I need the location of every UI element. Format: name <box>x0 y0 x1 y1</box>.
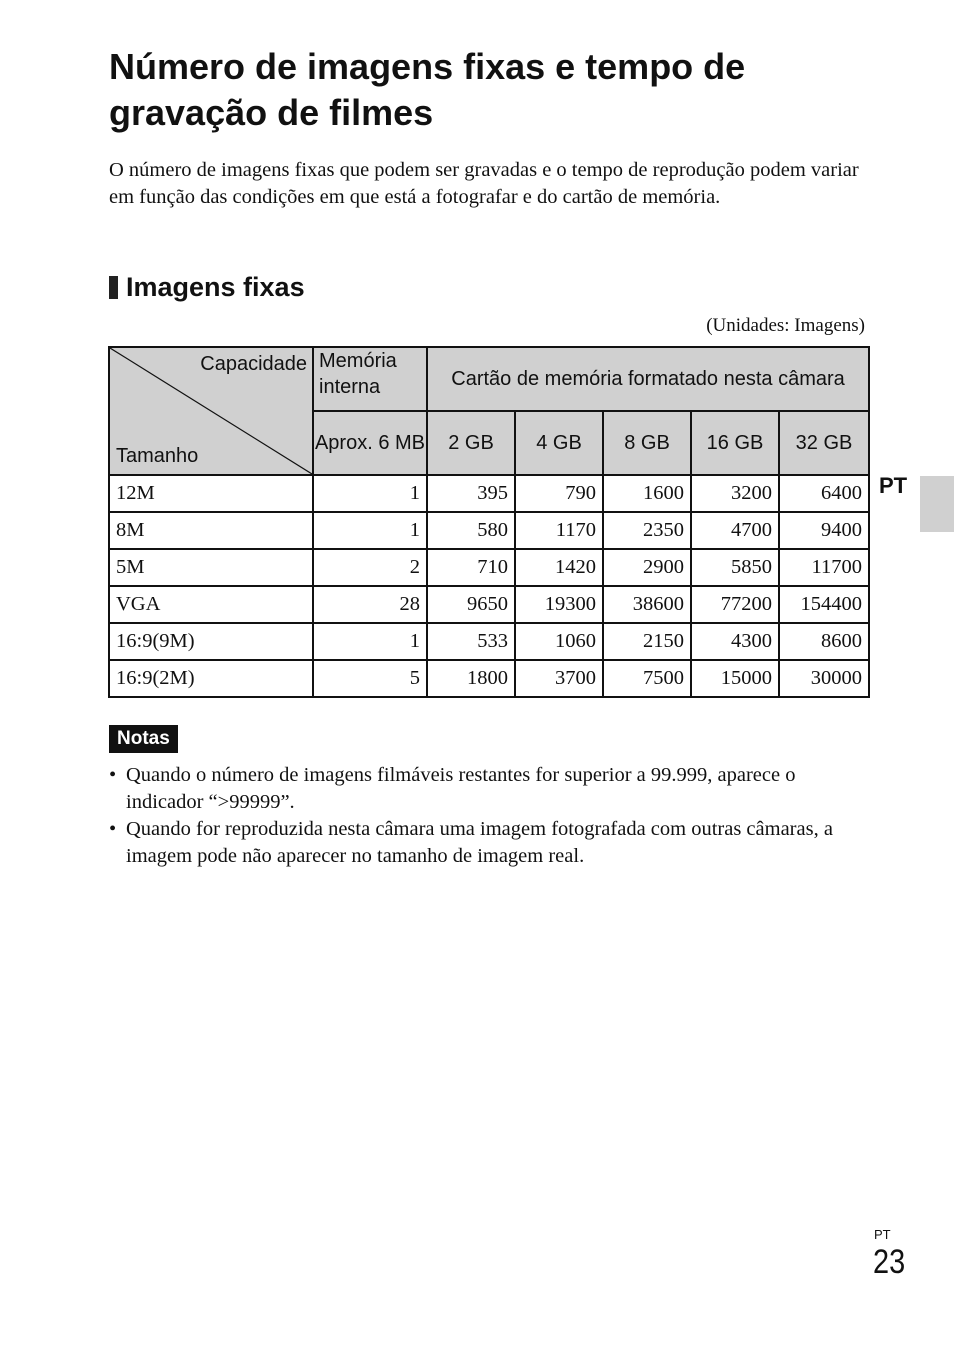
section-heading-text: Imagens fixas <box>126 272 305 302</box>
table-row <box>109 623 869 660</box>
cell-32gb: 11700 <box>779 549 869 586</box>
table-row <box>109 512 869 549</box>
table-row <box>109 549 869 586</box>
cell-2gb: 395 <box>427 475 515 512</box>
capacity-header-2gb: 2 GB <box>427 411 515 475</box>
note-item: • Quando for reproduzida nesta câmara uma imagem fotografada com outras câmaras, a imagem pode não aparecer no tamanho de imagem real. <box>109 816 869 870</box>
cell-8gb: 2150 <box>603 623 691 660</box>
size-cell: 5M <box>109 549 313 586</box>
units-note: (Unidades: Imagens) <box>706 315 865 336</box>
still-images-table <box>108 346 870 698</box>
page-title: Número de imagens fixas e tempo de gravação de filmes <box>109 46 746 133</box>
cell-16gb: 15000 <box>691 660 779 697</box>
cell-8gb: 2900 <box>603 549 691 586</box>
corner-capacity-label: Capacidade <box>200 353 307 375</box>
table-row <box>109 586 869 623</box>
cell-16gb: 77200 <box>691 586 779 623</box>
capacity-header-4gb: 4 GB <box>515 411 603 475</box>
cell-8gb: 38600 <box>603 586 691 623</box>
page-number: 23 <box>873 1243 906 1281</box>
size-cell: 8M <box>109 512 313 549</box>
capacity-header-16gb: 16 GB <box>691 411 779 475</box>
cell-2gb: 710 <box>427 549 515 586</box>
internal-cell: 2 <box>313 549 427 586</box>
section-marker-icon <box>109 276 118 299</box>
cell-32gb: 9400 <box>779 512 869 549</box>
size-cell: 16:9(9M) <box>109 623 313 660</box>
size-cell: 12M <box>109 475 313 512</box>
intro-paragraph: O número de imagens fixas que podem ser gravadas e o tempo de reprodução podem variar em função das condições em que está a fotografar e do cartão de memória. <box>109 159 859 208</box>
cell-2gb: 533 <box>427 623 515 660</box>
section-heading <box>109 270 305 304</box>
table-row <box>109 660 869 697</box>
memory-card-header: Cartão de memória formatado nesta câmara <box>427 347 869 411</box>
internal-memory-header: Memória interna <box>313 347 427 411</box>
notes-list <box>109 762 869 870</box>
cell-4gb: 1060 <box>515 623 603 660</box>
cell-32gb: 8600 <box>779 623 869 660</box>
cell-16gb: 4300 <box>691 623 779 660</box>
table-row <box>109 475 869 512</box>
cell-8gb: 7500 <box>603 660 691 697</box>
note-item: • Quando o número de imagens filmáveis restantes for superior a 99.999, aparece o indicador “>99999”. <box>109 762 869 816</box>
footer-language: PT <box>874 1227 891 1242</box>
internal-cell: 1 <box>313 475 427 512</box>
cell-2gb: 9650 <box>427 586 515 623</box>
language-tab-label: PT <box>879 473 908 498</box>
internal-cell: 1 <box>313 512 427 549</box>
cell-4gb: 3700 <box>515 660 603 697</box>
internal-cell: 28 <box>313 586 427 623</box>
cell-4gb: 790 <box>515 475 603 512</box>
cell-4gb: 19300 <box>515 586 603 623</box>
corner-header-cell <box>109 347 313 475</box>
cell-4gb: 1170 <box>515 512 603 549</box>
corner-size-label: Tamanho <box>116 445 199 467</box>
cell-2gb: 1800 <box>427 660 515 697</box>
size-cell: VGA <box>109 586 313 623</box>
size-cell: 16:9(2M) <box>109 660 313 697</box>
language-tab <box>920 476 954 532</box>
cell-4gb: 1420 <box>515 549 603 586</box>
cell-32gb: 30000 <box>779 660 869 697</box>
cell-32gb: 154400 <box>779 586 869 623</box>
cell-16gb: 4700 <box>691 512 779 549</box>
internal-capacity-header: Aprox. 6 MB <box>313 411 427 475</box>
cell-8gb: 2350 <box>603 512 691 549</box>
capacity-header-32gb: 32 GB <box>779 411 869 475</box>
cell-2gb: 580 <box>427 512 515 549</box>
cell-32gb: 6400 <box>779 475 869 512</box>
internal-cell: 5 <box>313 660 427 697</box>
cell-16gb: 5850 <box>691 549 779 586</box>
capacity-header-8gb: 8 GB <box>603 411 691 475</box>
internal-cell: 1 <box>313 623 427 660</box>
cell-8gb: 1600 <box>603 475 691 512</box>
cell-16gb: 3200 <box>691 475 779 512</box>
notes-badge: Notas <box>109 725 178 753</box>
